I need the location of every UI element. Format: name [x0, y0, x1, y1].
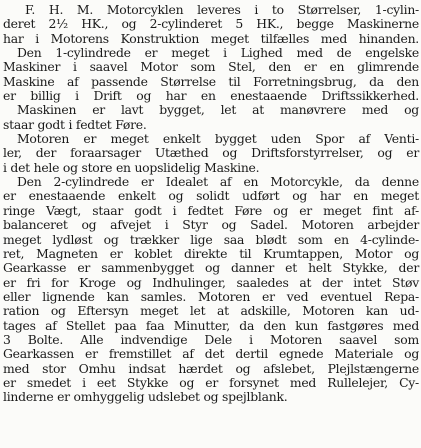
- text-line: er smedet i eet Stykke og er forsynet med Rullelejer, Cy-: [3, 374, 419, 390]
- text-line: Maskinen er lavt bygget, let at manøvrere med og: [17, 102, 419, 118]
- text-line: har i Motorens Konstruktion meget tilfælles med hinanden.: [3, 30, 419, 46]
- text-line: Maskine af passende Størrelse til Forretningsbrug, da den: [3, 73, 419, 89]
- text-line: er fri for Kroge og Indhulinger, saaledes at der intet Støv: [3, 274, 419, 290]
- text-line: med stor Omhu indsat hærdet og afslebet, Plejlstængerne: [3, 360, 419, 376]
- text-line: ler, der foraarsager Utæthed og Driftsforstyrrelser, og er: [3, 145, 419, 161]
- text-line: Den 1-cylindrede er meget i Lighed med de engelske: [17, 45, 419, 61]
- text-line: ration og Eftersyn meget let at adskille, Motoren kan ud-: [3, 303, 419, 319]
- text-line: ret, Magneten er koblet direkte til Krumtappen, Motor og: [3, 245, 419, 261]
- text-line: er enestaaende enkelt og solidt udført og har en meget: [3, 188, 419, 204]
- text-line: Den 2-cylindrede er Idealet af en Motorcykle, da denne: [17, 174, 419, 190]
- text-line: Gearkassen er fremstillet af det dertil egnede Materiale og: [3, 346, 419, 362]
- text-line: eller lignende kan samles. Motoren er ved eventuel Repa-: [3, 288, 419, 304]
- text-line: deret 2½ HK., og 2-cylinderet 5 HK., begge Maskinerne: [3, 16, 419, 32]
- text-line: F. H. M. Motorcyklen leveres i to Størrelser, 1-cylin-: [25, 2, 419, 17]
- text-line: er billig i Drift og har en enestaaende Driftssikkerhed.: [3, 88, 419, 104]
- text-line: Maskiner i saavel Motor som Stel, den er en glimrende: [3, 59, 419, 75]
- text-line: tages af Stellet paa faa Minutter, da den kun fastgøres med: [3, 317, 419, 333]
- text-line: Motoren er meget enkelt bygget uden Spor af Venti-: [17, 131, 419, 147]
- text-line: staar godt i fedtet Føre.: [3, 116, 147, 132]
- text-line: balanceret og afvejet i Styr og Sadel. Motoren arbejder: [3, 217, 419, 233]
- text-line: meget lydløst og trækker lige saa blødt som en 4-cylinde-: [3, 231, 419, 247]
- text-line: Gearkasse er sammenbygget og danner et helt Stykke, der: [3, 260, 419, 276]
- article-column: [3, 3, 419, 405]
- text-line: ringe Vægt, staar godt i fedtet Føre og er meget fint af-: [3, 202, 419, 218]
- text-line: i det hele og store en uopslidelig Maskine.: [3, 159, 260, 175]
- text-line: linderne er omhyggelig udslebet og spejlblank.: [3, 389, 288, 405]
- text-line: 3 Bolte. Alle indvendige Dele i Motoren saavel som: [3, 331, 419, 347]
